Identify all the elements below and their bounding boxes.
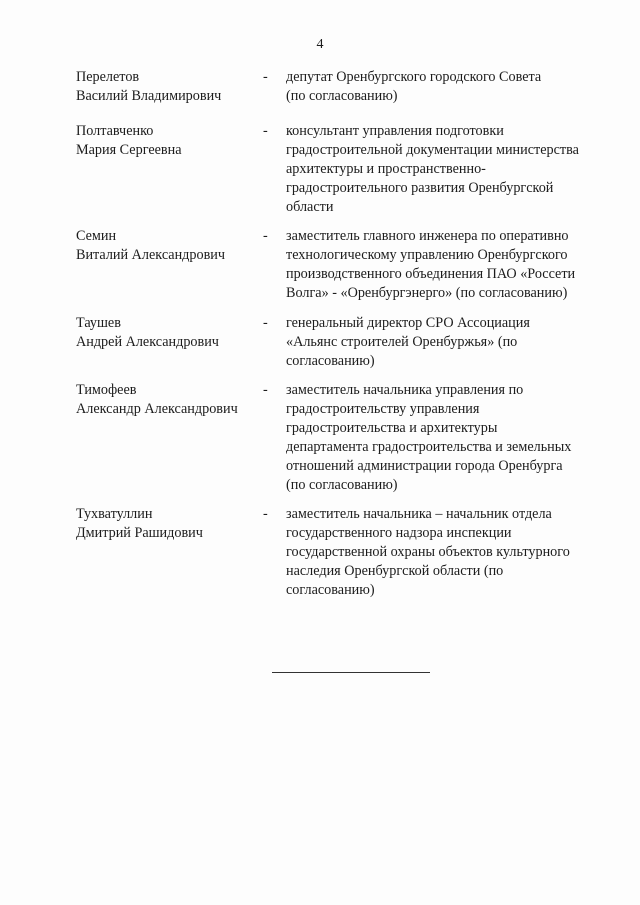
member-given-names: Александр Александрович	[76, 401, 238, 417]
member-name	[76, 227, 261, 265]
member-given-names: Виталий Александрович	[76, 247, 226, 263]
member-surname: Таушев	[76, 315, 121, 331]
role-line: депутат Оренбургского городского Совета	[286, 69, 542, 85]
role-line: градостроительства и архитектуры	[286, 420, 498, 436]
separator-dash: -	[263, 69, 268, 85]
member-name	[76, 122, 261, 160]
separator-dash: -	[263, 506, 268, 522]
member-surname: Перелетов	[76, 69, 140, 85]
member-surname: Семин	[76, 228, 117, 244]
member-given-names: Дмитрий Рашидович	[76, 525, 203, 541]
member-surname: Полтавченко	[76, 123, 154, 139]
role-line: производственного объединения ПАО «Россети	[286, 266, 576, 282]
member-given-names: Мария Сергеевна	[76, 142, 182, 158]
member-role	[286, 68, 606, 106]
separator-dash: -	[263, 315, 268, 331]
role-line: государственной охраны объектов культурного	[286, 544, 570, 560]
role-line: государственного надзора инспекции	[286, 525, 512, 541]
role-line: согласованию)	[286, 353, 375, 369]
role-line: (по согласованию)	[286, 88, 398, 104]
member-given-names: Василий Владимирович	[76, 88, 222, 104]
role-line: области	[286, 199, 334, 215]
role-line: согласованию)	[286, 582, 375, 598]
member-name	[76, 314, 261, 352]
role-line: департамента градостроительства и земельных	[286, 439, 572, 455]
member-name	[76, 381, 261, 419]
member-surname: Тухватуллин	[76, 506, 153, 522]
role-line: «Альянс строителей Оренбуржья» (по	[286, 334, 518, 350]
role-line: градостроительной документации министерства	[286, 142, 579, 158]
role-line: технологическому управлению Оренбургского	[286, 247, 568, 263]
member-given-names: Андрей Александрович	[76, 334, 219, 350]
role-line: генеральный директор СРО Ассоциация	[286, 315, 530, 331]
role-line: Волга» - «Оренбургэнерго» (по согласованию)	[286, 285, 568, 301]
page-number: 4	[316, 37, 324, 52]
separator-dash: -	[263, 382, 268, 398]
role-line: заместитель начальника – начальник отдела	[286, 506, 552, 522]
role-line: заместитель главного инженера по оперативно	[286, 228, 569, 244]
role-line: (по согласованию)	[286, 477, 398, 493]
role-line: заместитель начальника управления по	[286, 382, 524, 398]
role-line: градостроительного развития Оренбургской	[286, 180, 554, 196]
separator-dash: -	[263, 123, 268, 139]
separator-dash: -	[263, 228, 268, 244]
member-role	[286, 122, 606, 217]
closing-rule	[272, 672, 430, 673]
member-role	[286, 314, 606, 371]
member-role	[286, 381, 606, 495]
member-name	[76, 505, 261, 543]
role-line: отношений администрации города Оренбурга	[286, 458, 563, 474]
member-role	[286, 227, 606, 303]
member-name	[76, 68, 261, 106]
role-line: архитектуры и пространственно-	[286, 161, 486, 177]
role-line: градостроительству управления	[286, 401, 480, 417]
member-surname: Тимофеев	[76, 382, 137, 398]
member-role	[286, 505, 606, 600]
role-line: наследия Оренбургской области (по	[286, 563, 504, 579]
role-line: консультант управления подготовки	[286, 123, 504, 139]
